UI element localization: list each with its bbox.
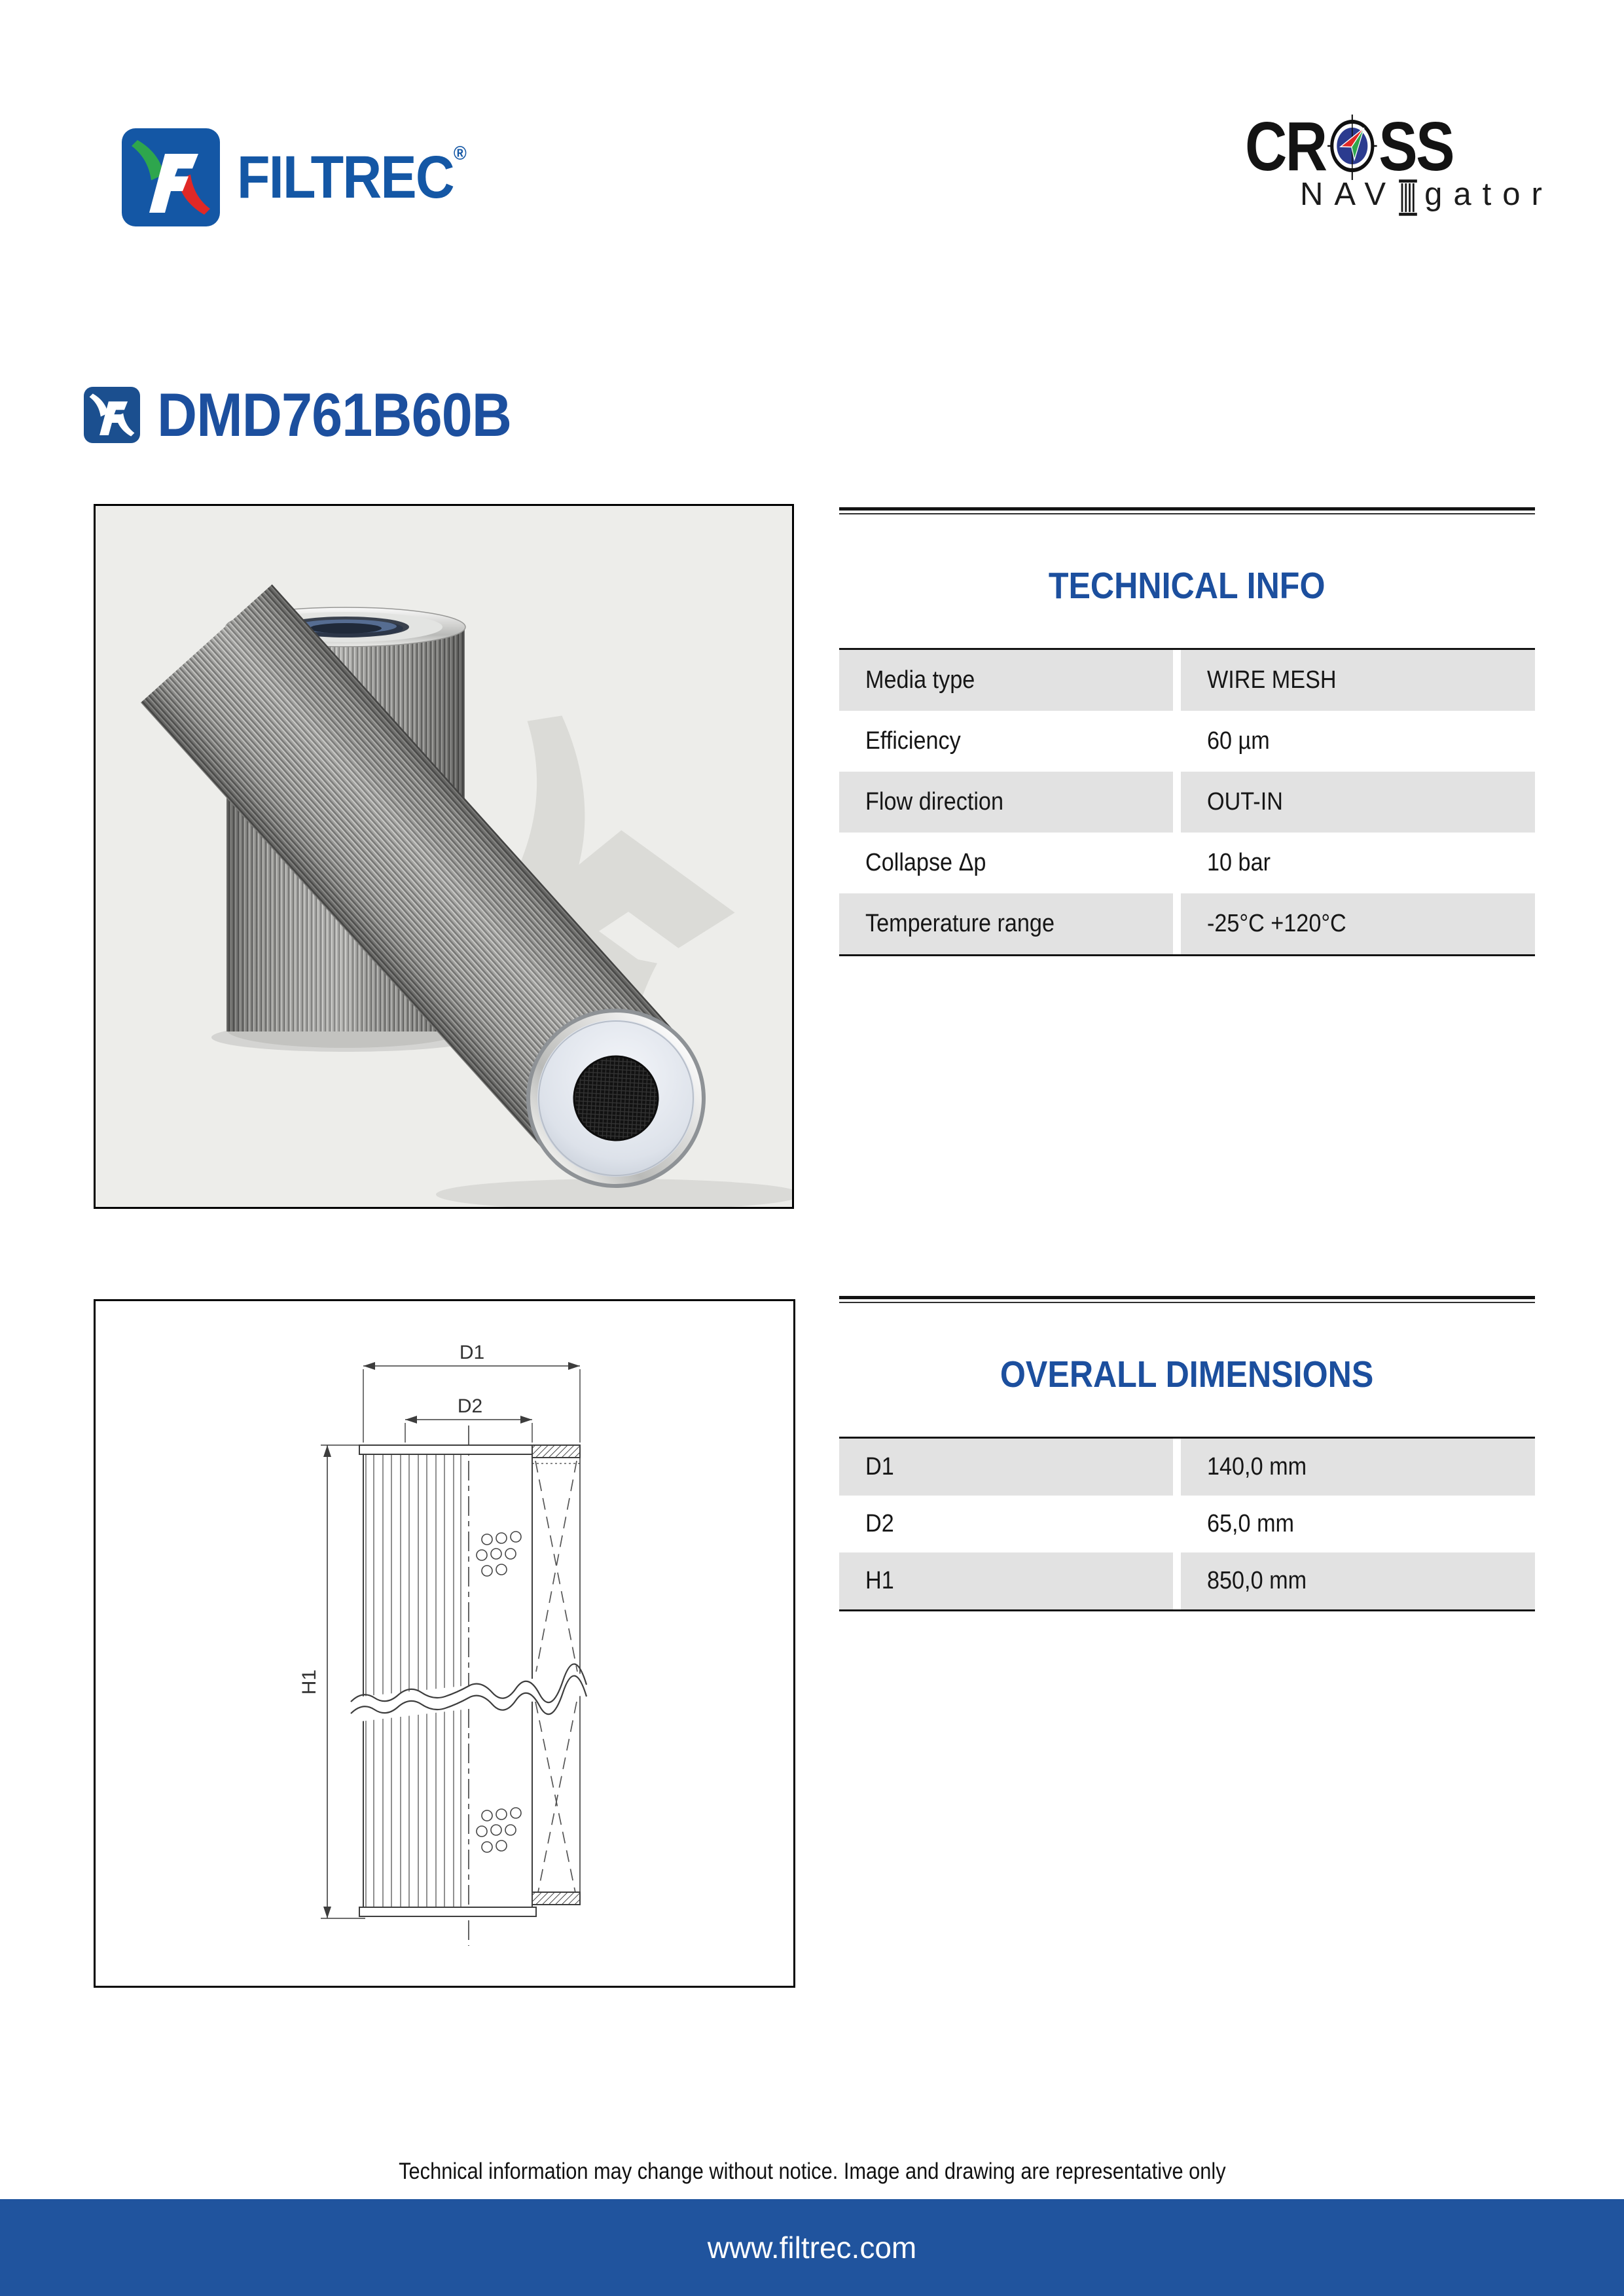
- section-rule-dimensions: [839, 1296, 1535, 1303]
- row-value: -25°C +120°C: [1207, 910, 1346, 937]
- row-label: Efficiency: [865, 727, 961, 755]
- section-rule-technical: [839, 507, 1535, 514]
- filtrec-f-small-icon: [84, 387, 140, 443]
- dimension-label-d1: D1: [459, 1342, 485, 1363]
- table-row: [839, 893, 1535, 954]
- row-label: D2: [865, 1510, 894, 1537]
- filtrec-f-icon: [122, 128, 220, 226]
- row-label: H1: [865, 1567, 894, 1594]
- row-label: Temperature range: [865, 910, 1055, 937]
- filtrec-logo: [122, 128, 492, 226]
- row-value: 65,0 mm: [1207, 1510, 1295, 1537]
- overall-dimensions-table: [839, 1437, 1535, 1611]
- overall-dimensions-title: OVERALL DIMENSIONS: [1000, 1354, 1374, 1395]
- row-value: 60 µm: [1207, 727, 1270, 755]
- row-value: OUT-IN: [1207, 788, 1283, 816]
- table-row: [839, 772, 1535, 833]
- navigator-sub-right: gator: [1424, 177, 1553, 212]
- dimension-label-h1: H1: [298, 1669, 320, 1695]
- row-value: 140,0 mm: [1207, 1453, 1307, 1480]
- table-row: [839, 1496, 1535, 1552]
- footer-bar: [0, 2199, 1624, 2296]
- table-row: [839, 833, 1535, 893]
- table-row: [839, 711, 1535, 772]
- row-label: Collapse Δp: [865, 849, 986, 876]
- table-row: [839, 1439, 1535, 1496]
- row-label: Media type: [865, 666, 975, 694]
- row-label: Flow direction: [865, 788, 1003, 816]
- technical-drawing: [94, 1299, 795, 1988]
- technical-info-table: [839, 648, 1535, 956]
- cross-navigator-logo: [1245, 107, 1553, 213]
- table-row: [839, 650, 1535, 711]
- product-header: [84, 380, 550, 450]
- row-value: 10 bar: [1207, 849, 1271, 876]
- cross-wordmark: [1245, 107, 1476, 187]
- technical-info-title: TECHNICAL INFO: [1049, 565, 1326, 607]
- cross-word-right: SS: [1379, 108, 1453, 185]
- registered-mark: ®: [453, 143, 467, 164]
- product-photo: [94, 504, 794, 1209]
- compass-icon: [1325, 115, 1380, 180]
- navigator-sub-left: NAV: [1300, 177, 1398, 212]
- dimension-label-d2: D2: [457, 1395, 483, 1417]
- row-label: D1: [865, 1453, 894, 1480]
- footer-disclaimer: Technical information may change without notice. Image and drawing are representative only: [398, 2159, 1226, 2184]
- filtrec-wordmark: FILTREC®: [237, 143, 467, 211]
- table-row: [839, 1552, 1535, 1609]
- row-value: 850,0 mm: [1207, 1567, 1307, 1594]
- row-value: WIRE MESH: [1207, 666, 1337, 694]
- website-url: www.filtrec.com: [707, 2231, 917, 2265]
- cross-word-left: CR: [1245, 108, 1326, 185]
- product-code: DMD761B60B: [157, 380, 512, 449]
